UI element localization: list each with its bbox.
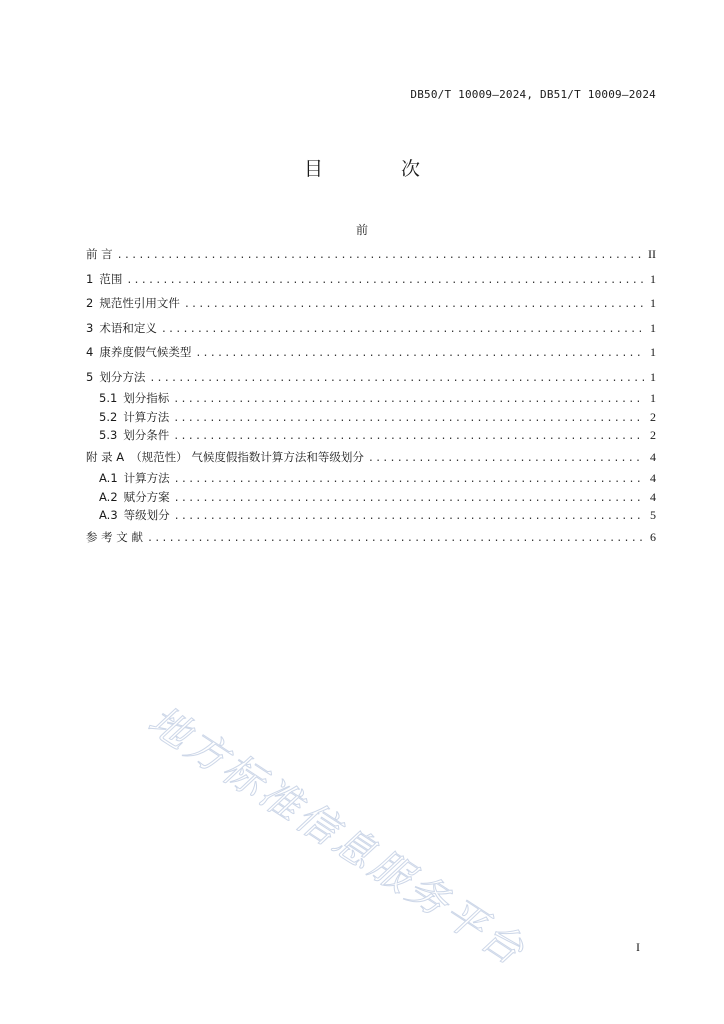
- toc-entry-number: 5.3: [99, 428, 118, 442]
- toc-entry-page: 2: [650, 409, 656, 424]
- toc-entry[interactable]: [86, 389, 656, 408]
- toc-entry-page: 1: [650, 296, 656, 310]
- toc-dot-leader: [173, 410, 644, 429]
- table-of-contents: [86, 242, 656, 549]
- toc-entry-label: 参 考 文 献: [86, 529, 143, 544]
- toc-entry-number: 2: [86, 296, 94, 310]
- toc-dot-leader: [184, 293, 644, 318]
- toc-dot-leader: [149, 367, 644, 392]
- toc-heading: 前: [355, 223, 368, 237]
- toc-dot-leader: [368, 447, 644, 472]
- toc-entry-page: 5: [650, 508, 656, 522]
- toc-entry[interactable]: [86, 525, 656, 550]
- toc-entry-page: 2: [650, 428, 656, 442]
- toc-dot-leader: [161, 318, 644, 343]
- toc-dot-leader: [174, 508, 644, 527]
- toc-dot-leader: [126, 269, 644, 294]
- toc-entry-number: 1: [86, 271, 94, 286]
- toc-entry-page: II: [648, 247, 656, 261]
- toc-entry-label: 前 言: [86, 247, 113, 261]
- toc-entry-label: 计算方法: [123, 409, 170, 424]
- toc-entry[interactable]: [86, 426, 656, 445]
- toc-entry-label: 赋分方案: [123, 489, 170, 504]
- toc-entry-number: 3: [86, 320, 94, 335]
- toc-dot-leader: [147, 527, 644, 552]
- toc-entry-label: 术语和定义: [99, 320, 157, 335]
- toc-entry[interactable]: [86, 267, 656, 292]
- toc-entry-label: 规范性引用文件: [99, 296, 180, 310]
- toc-entry[interactable]: [86, 488, 656, 507]
- toc-entry-label: 划分条件: [123, 428, 170, 442]
- toc-entry-label: 范围: [99, 271, 123, 286]
- toc-entry-number: 附 录 A: [86, 449, 125, 464]
- toc-dot-leader: [195, 342, 644, 367]
- page-title: 目 次: [303, 158, 457, 180]
- toc-entry-number: 5.1: [99, 391, 118, 405]
- toc-entry-page: 4: [650, 449, 656, 464]
- standard-code: DB50/T 10009—2024, DB51/T 10009—2024: [410, 88, 656, 101]
- toc-entry[interactable]: [86, 340, 656, 365]
- toc-entry[interactable]: [86, 291, 656, 316]
- toc-entry-label: 计算方法: [123, 471, 170, 485]
- watermark: 地方标准信息服务平台: [140, 697, 535, 976]
- toc-entry-number: A.3: [99, 508, 118, 522]
- toc-entry-number: A.1: [99, 471, 118, 485]
- toc-entry-page: 1: [650, 369, 656, 384]
- toc-entry-page: 4: [650, 471, 656, 485]
- toc-dot-leader: [173, 391, 644, 410]
- toc-entry-page: 1: [650, 345, 656, 359]
- toc-entry-label: 康养度假气候类型: [99, 345, 192, 359]
- toc-entry[interactable]: [86, 469, 656, 488]
- toc-entry-page: 1: [650, 391, 656, 405]
- toc-entry[interactable]: [86, 445, 656, 470]
- toc-entry[interactable]: [86, 408, 656, 427]
- toc-dot-leader: [117, 244, 644, 269]
- toc-entry-page: 6: [650, 529, 656, 544]
- toc-entry-number: A.2: [99, 489, 118, 504]
- toc-entry-number: 5: [86, 369, 94, 384]
- toc-entry-label: 划分方法: [99, 369, 146, 384]
- toc-entry-number: 4: [86, 345, 94, 359]
- toc-entry-label: 划分指标: [123, 391, 170, 405]
- toc-entry-number: 5.2: [99, 409, 118, 424]
- page-number: I: [636, 940, 640, 954]
- toc-entry[interactable]: [86, 242, 656, 267]
- toc-dot-leader: [174, 471, 644, 490]
- toc-entry[interactable]: [86, 365, 656, 390]
- toc-dot-leader: [174, 490, 644, 509]
- toc-entry-page: 4: [650, 489, 656, 504]
- toc-entry-label: （规范性） 气候度假指数计算方法和等级划分: [130, 449, 364, 464]
- toc-entry-label: 等级划分: [123, 508, 170, 522]
- toc-entry-page: 1: [650, 320, 656, 335]
- toc-entry[interactable]: [86, 506, 656, 525]
- toc-entry-page: 1: [650, 271, 656, 286]
- toc-entry[interactable]: [86, 316, 656, 341]
